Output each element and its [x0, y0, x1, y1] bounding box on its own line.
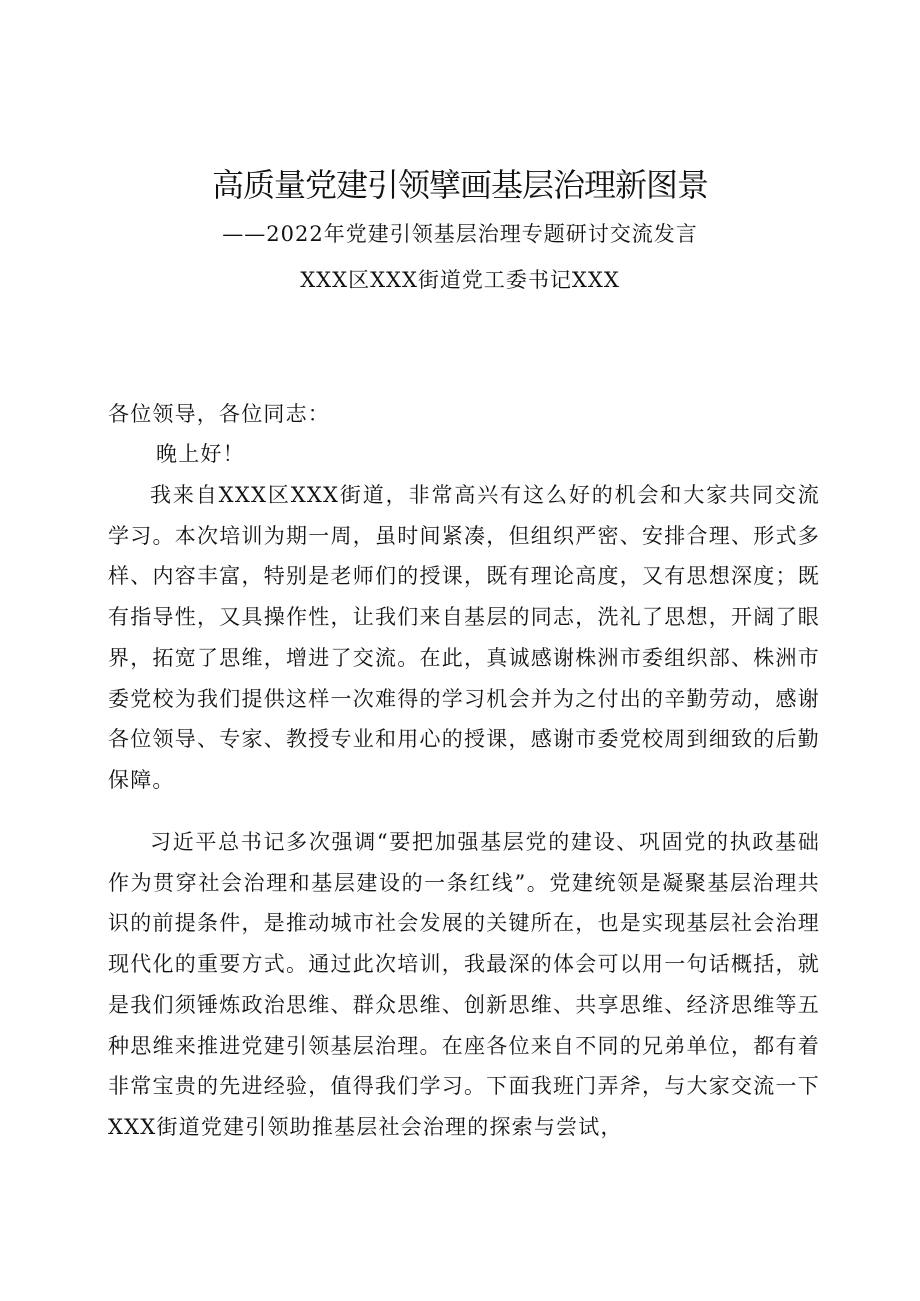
document-author: XXX区XXX街道党工委书记XXX	[300, 268, 620, 292]
salutation: 各位领导，各位同志：	[108, 402, 330, 426]
document-subtitle: ——2022年党建引领基层治理专题研讨交流发言	[222, 222, 698, 246]
paragraph: 习近平总书记多次强调“要把加强基层党的建设、巩固党的执政基础作为贯穿社会治理和基层建设的一条红线”。党建统领是凝聚基层治理共识的前提条件，是推动城市社会发展的关键所在，也是实现基层社会治理现代化的重要方式。通过此次培训，我最深的体会可以用一句话概括，就是我们须锤炼政治思维、群众思维、创新思维、共享思维、经济思维等五种思维来推进党建引领基层治理。在座各位来自不同的兄弟单位，都有着非常宝贵的先进经验，值得我们学习。下面我班门弄斧，与大家交流一下XXX街道党建引领助推基层社会治理的探索与尝试，	[108, 830, 820, 1139]
paragraph: 我来自XXX区XXX街道，非常高兴有这么好的机会和大家共同交流学习。本次培训为期一周，虽时间紧凑，但组织严密、安排合理、形式多样、内容丰富，特别是老师们的授课，既有理论高度，又有思想深度；既有指导性，又具操作性，让我们来自基层的同志，洗礼了思想，开阔了眼界，拓宽了思维，增进了交流。在此，真诚感谢株洲市委组织部、株洲市委党校为我们提供这样一次难得的学习机会并为之付出的辛勤劳动，感谢各位领导、专家、教授专业和用心的授课，感谢市委党校周到细致的后勤保障。	[108, 483, 820, 792]
document-title: 高质量党建引领擘画基层治理新图景	[211, 166, 708, 204]
greeting: 晚上好！	[156, 442, 245, 466]
